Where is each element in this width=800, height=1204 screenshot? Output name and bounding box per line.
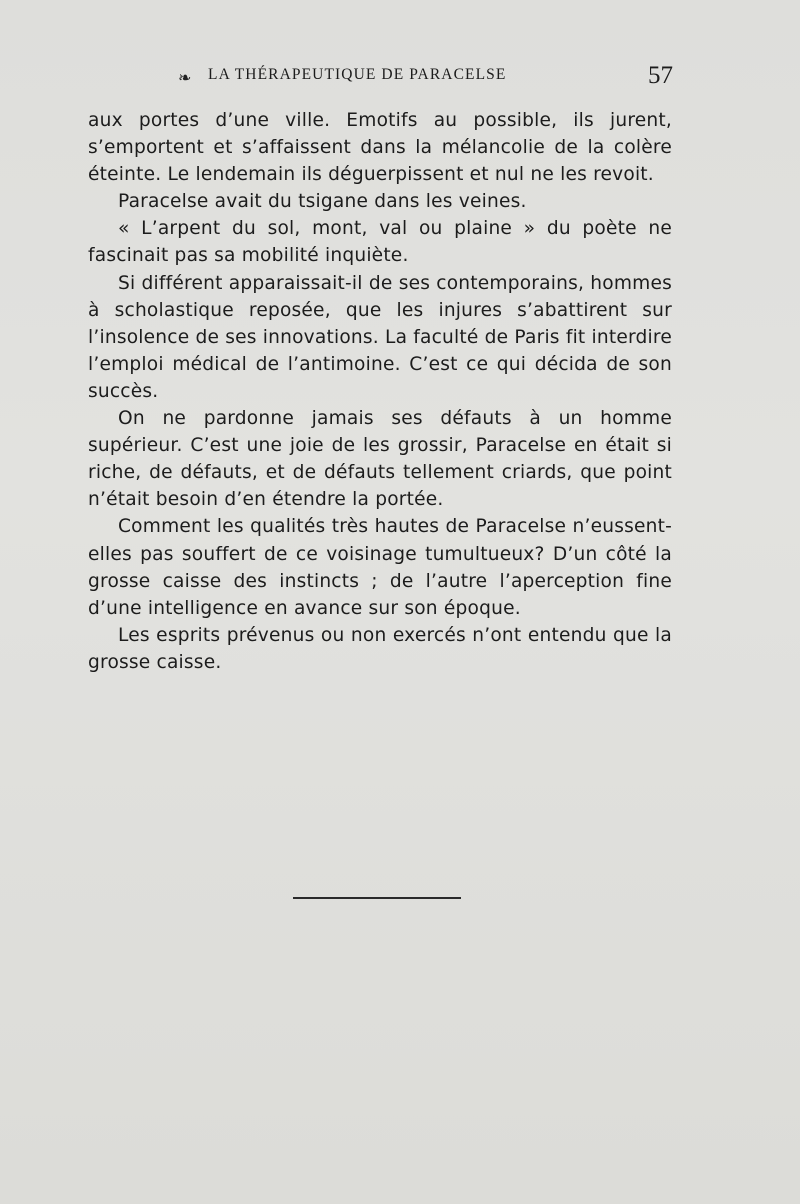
- paragraph: Les esprits prévenus ou non exercés n’ont entendu que la grosse caisse.: [88, 624, 672, 673]
- paragraph: Comment les qualités très hautes de Paracelse n’eussent-elles pas souffert de ce voisinage tumultueux? D’un côté la grosse caisse des instincts ; de l’autre l’aperception fine d’une intelligence en avance sur son époque.: [88, 516, 672, 619]
- running-head-title: LA THÉRAPEUTIQUE DE PARACELSE: [208, 66, 507, 83]
- page-number: 57: [648, 62, 673, 89]
- paragraph: Paracelse avait du tsigane dans les veines.: [118, 191, 527, 213]
- fleuron-ornament-icon: ❧: [178, 68, 192, 87]
- running-header: [178, 62, 678, 92]
- chapter-end-rule: [293, 897, 461, 899]
- paragraph: aux portes d’une ville. Emotifs au possible, ils jurent, s’emportent et s’affaissent dans la mélancolie de la colère éteinte. Le lendemain ils déguerpissent et nul ne les revoit.: [88, 110, 672, 186]
- paragraph: « L’arpent du sol, mont, val ou plaine » du poète ne fascinait pas sa mobilité inquiète.: [88, 218, 672, 267]
- paragraph: On ne pardonne jamais ses défauts à un homme supérieur. C’est une joie de les grossir, Paracelse en était si riche, de défauts, et de défauts tellement criards, que point n’était besoin d’en étendre la portée.: [88, 408, 672, 511]
- body-text: [88, 107, 672, 676]
- paragraph: Si différent apparaissait-il de ses contemporains, hommes à scholastique reposée, que les injures s’abattirent sur l’insolence de ses innovations. La faculté de Paris fit interdire l’emploi médical de l’antimoine. C’est ce qui décida de son succès.: [88, 272, 672, 402]
